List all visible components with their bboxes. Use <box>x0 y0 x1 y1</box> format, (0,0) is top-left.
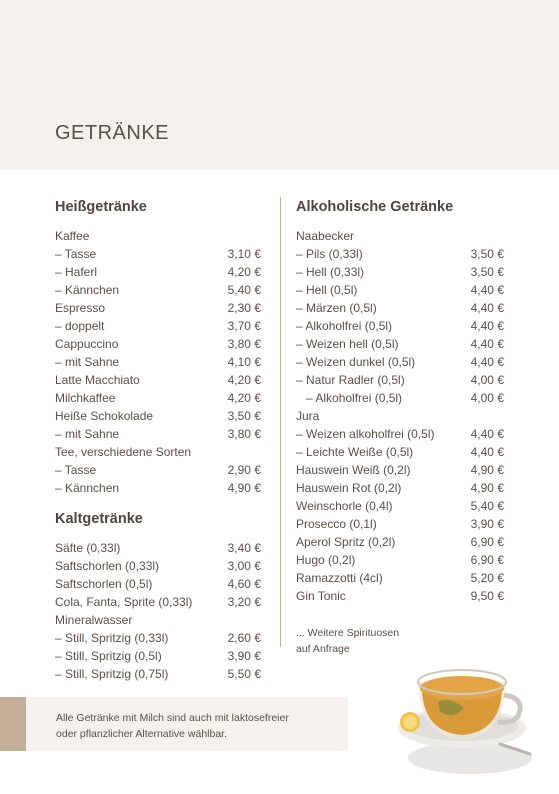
alcohol-drink-item-price: 4,40 € <box>470 319 504 333</box>
alcohol-drink-item-price: 4,90 € <box>470 463 504 477</box>
cold-drink-item-price: 5,50 € <box>227 667 261 681</box>
alcohol-drink-item-name: Hauswein Weiß (0,2l) <box>296 463 411 477</box>
hot-drink-item <box>55 245 261 263</box>
alcohol-list <box>296 227 504 605</box>
alcohol-drink-item-price: 9,50 € <box>470 589 504 603</box>
hot-drink-item <box>55 281 261 299</box>
cold-drink-item <box>55 665 261 683</box>
cold-drink-item-name: – Still, Spritzig (0,75l) <box>55 667 169 681</box>
alcohol-drink-item <box>296 371 504 389</box>
alcohol-drink-item <box>296 407 504 425</box>
hot-drink-item-name: Tee, verschiedene Sorten <box>55 445 192 459</box>
footer-note-line1: Alle Getränke mit Milch sind auch mit laktosefreier <box>56 712 289 724</box>
alcohol-drink-item-name: Weinschorle (0,4l) <box>296 499 393 513</box>
hot-drink-item <box>55 353 261 371</box>
alcohol-drink-item-name: – Weizen alkoholfrei (0,5l) <box>296 427 435 441</box>
alcohol-drink-item <box>296 245 504 263</box>
hot-drink-item-price: 2,30 € <box>227 301 261 315</box>
tea-cup-illustration <box>380 640 540 780</box>
alcohol-drink-item-price: 4,00 € <box>470 391 504 405</box>
alcohol-drink-item-price: 4,40 € <box>470 283 504 297</box>
alcohol-drink-item <box>296 461 504 479</box>
hot-drink-item-name: Kaffee <box>55 229 90 243</box>
alcohol-drink-item <box>296 389 504 407</box>
alcohol-drink-item-price: 4,90 € <box>470 481 504 495</box>
alcohol-drink-item <box>296 263 504 281</box>
alcohol-drink-item-name: Prosecco (0,1l) <box>296 517 377 531</box>
alcohol-drink-item <box>296 497 504 515</box>
alcohol-drink-item-name: – Natur Radler (0,5l) <box>296 373 405 387</box>
cold-drink-item-name: Cola, Fanta, Sprite (0,33l) <box>55 595 193 609</box>
cold-drinks-title: Kaltgetränke <box>55 511 143 527</box>
hot-drink-item-price: 4,10 € <box>227 355 261 369</box>
alcohol-drink-item-name: – Leichte Weiße (0,5l) <box>296 445 414 459</box>
alcohol-title: Alkoholische Getränke <box>296 199 454 215</box>
cold-drink-item <box>55 593 261 611</box>
alcohol-drink-item-name: – Alkoholfrei (0,5l) <box>306 391 403 405</box>
cold-drink-item <box>55 539 261 557</box>
hot-drink-item-price: 3,50 € <box>227 409 261 423</box>
hot-drink-item-price: 5,40 € <box>227 283 261 297</box>
alcohol-drink-item <box>296 335 504 353</box>
spirits-note-line2: auf Anfrage <box>296 643 350 655</box>
spirits-note-line1: ... Weitere Spirituosen <box>296 627 400 639</box>
alcohol-drink-item-price: 4,40 € <box>470 301 504 315</box>
alcohol-drink-item <box>296 443 504 461</box>
hot-drink-item-name: Espresso <box>55 301 106 315</box>
alcohol-drink-item-price: 4,40 € <box>470 445 504 459</box>
alcohol-drink-item <box>296 353 504 371</box>
hot-drinks-title: Heißgetränke <box>55 199 147 215</box>
hot-drink-item-price: 3,80 € <box>227 337 261 351</box>
cold-drink-item-price: 4,60 € <box>227 577 261 591</box>
alcohol-drink-item-name: – Weizen dunkel (0,5l) <box>296 355 416 369</box>
alcohol-drink-item-price: 4,40 € <box>470 427 504 441</box>
hot-drink-item-price: 3,70 € <box>227 319 261 333</box>
cold-drinks-list <box>55 539 261 683</box>
alcohol-drink-item-name: Hugo (0,2l) <box>296 553 356 567</box>
alcohol-drink-item <box>296 587 504 605</box>
alcohol-drink-item <box>296 515 504 533</box>
alcohol-drink-item-name: – Pils (0,33l) <box>296 247 363 261</box>
hot-drink-item <box>55 263 261 281</box>
alcohol-drink-item <box>296 425 504 443</box>
cold-drink-item-price: 3,40 € <box>227 541 261 555</box>
hot-drink-item <box>55 407 261 425</box>
cold-drink-item <box>55 611 261 629</box>
alcohol-drink-item <box>296 533 504 551</box>
cold-drink-item-price: 3,90 € <box>227 649 261 663</box>
alcohol-drink-item <box>296 281 504 299</box>
footer-note-line2: oder pflanzlicher Alternative wählbar. <box>56 728 228 740</box>
cold-drink-item-price: 3,20 € <box>227 595 261 609</box>
alcohol-drink-item-price: 4,00 € <box>470 373 504 387</box>
cold-drink-item-name: – Still, Spritzig (0,5l) <box>55 649 162 663</box>
alcohol-drink-item-price: 3,50 € <box>470 247 504 261</box>
left-column <box>55 195 261 683</box>
hot-drink-item-name: – Tasse <box>55 463 97 477</box>
hot-drink-item-price: 3,80 € <box>227 427 261 441</box>
hot-drink-item-price: 3,10 € <box>227 247 261 261</box>
hot-drink-item-price: 4,20 € <box>227 391 261 405</box>
hot-drink-item-name: – Kännchen <box>55 283 120 297</box>
alcohol-drink-item-price: 4,40 € <box>470 355 504 369</box>
alcohol-drink-item-name: – Hell (0,33l) <box>296 265 365 279</box>
hot-drink-item <box>55 335 261 353</box>
hot-drink-item <box>55 479 261 497</box>
hot-drink-item <box>55 371 261 389</box>
alcohol-drink-item-price: 5,20 € <box>470 571 504 585</box>
hot-drink-item <box>55 461 261 479</box>
alcohol-drink-item <box>296 551 504 569</box>
cold-drink-item <box>55 647 261 665</box>
hot-drink-item <box>55 389 261 407</box>
alcohol-drink-item-price: 6,90 € <box>470 553 504 567</box>
hot-drink-item-price: 4,20 € <box>227 265 261 279</box>
cold-drink-item-name: – Still, Spritzig (0,33l) <box>55 631 169 645</box>
cold-drink-item <box>55 629 261 647</box>
alcohol-drink-item <box>296 317 504 335</box>
cold-drink-item-name: Saftschorlen (0,5l) <box>55 577 153 591</box>
footer-note <box>56 710 346 742</box>
hot-drink-item-name: – Tasse <box>55 247 97 261</box>
alcohol-drink-item-name: Gin Tonic <box>296 589 346 603</box>
hot-drink-item-name: – mit Sahne <box>55 427 120 441</box>
alcohol-drink-item-name: Naabecker <box>296 229 355 243</box>
cold-drink-item-name: Säfte (0,33l) <box>55 541 121 555</box>
alcohol-drink-item <box>296 569 504 587</box>
alcohol-drink-item <box>296 227 504 245</box>
hot-drink-item-price: 4,20 € <box>227 373 261 387</box>
hot-drink-item-name: Cappuccino <box>55 337 119 351</box>
hot-drink-item-price: 2,90 € <box>227 463 261 477</box>
cold-drink-item-price: 3,00 € <box>227 559 261 573</box>
alcohol-drink-item-name: Jura <box>296 409 320 423</box>
alcohol-drink-item-name: Hauswein Rot (0,2l) <box>296 481 402 495</box>
hot-drinks-list <box>55 227 261 497</box>
alcohol-drink-item-name: – Hell (0,5l) <box>296 283 358 297</box>
alcohol-drink-item-name: – Alkoholfrei (0,5l) <box>296 319 393 333</box>
hot-drink-item <box>55 317 261 335</box>
cold-drink-item-name: Mineralwasser <box>55 613 133 627</box>
column-divider <box>280 197 281 647</box>
alcohol-drink-item-price: 5,40 € <box>470 499 504 513</box>
hot-drink-item-name: – Haferl <box>55 265 98 279</box>
alcohol-drink-item <box>296 299 504 317</box>
hot-drink-item <box>55 443 261 461</box>
cold-drink-item-price: 2,60 € <box>227 631 261 645</box>
alcohol-drink-item <box>296 479 504 497</box>
hot-drink-item <box>55 425 261 443</box>
alcohol-drink-item-price: 4,40 € <box>470 337 504 351</box>
hot-drink-item-name: – mit Sahne <box>55 355 120 369</box>
page-title: GETRÄNKE <box>55 122 170 144</box>
right-column <box>296 195 504 657</box>
alcohol-drink-item-price: 3,90 € <box>470 517 504 531</box>
footer-accent-bar <box>0 697 26 751</box>
cold-drink-item-name: Saftschorlen (0,33l) <box>55 559 160 573</box>
hot-drink-item-name: Latte Macchiato <box>55 373 140 387</box>
cold-drink-item <box>55 575 261 593</box>
alcohol-drink-item-name: – Weizen hell (0,5l) <box>296 337 399 351</box>
alcohol-drink-item-name: Aperol Spritz (0,2l) <box>296 535 396 549</box>
hot-drink-item-name: Milchkaffee <box>55 391 116 405</box>
alcohol-drink-item-name: – Märzen (0,5l) <box>296 301 377 315</box>
hot-drink-item-price: 4,90 € <box>227 481 261 495</box>
hot-drink-item <box>55 299 261 317</box>
alcohol-drink-item-price: 3,50 € <box>470 265 504 279</box>
alcohol-drink-item-price: 6,90 € <box>470 535 504 549</box>
hot-drink-item-name: – doppelt <box>55 319 105 333</box>
alcohol-drink-item-name: Ramazzotti (4cl) <box>296 571 383 585</box>
cold-drink-item <box>55 557 261 575</box>
hot-drink-item <box>55 227 261 245</box>
hot-drink-item-name: Heiße Schokolade <box>55 409 154 423</box>
hot-drink-item-name: – Kännchen <box>55 481 120 495</box>
